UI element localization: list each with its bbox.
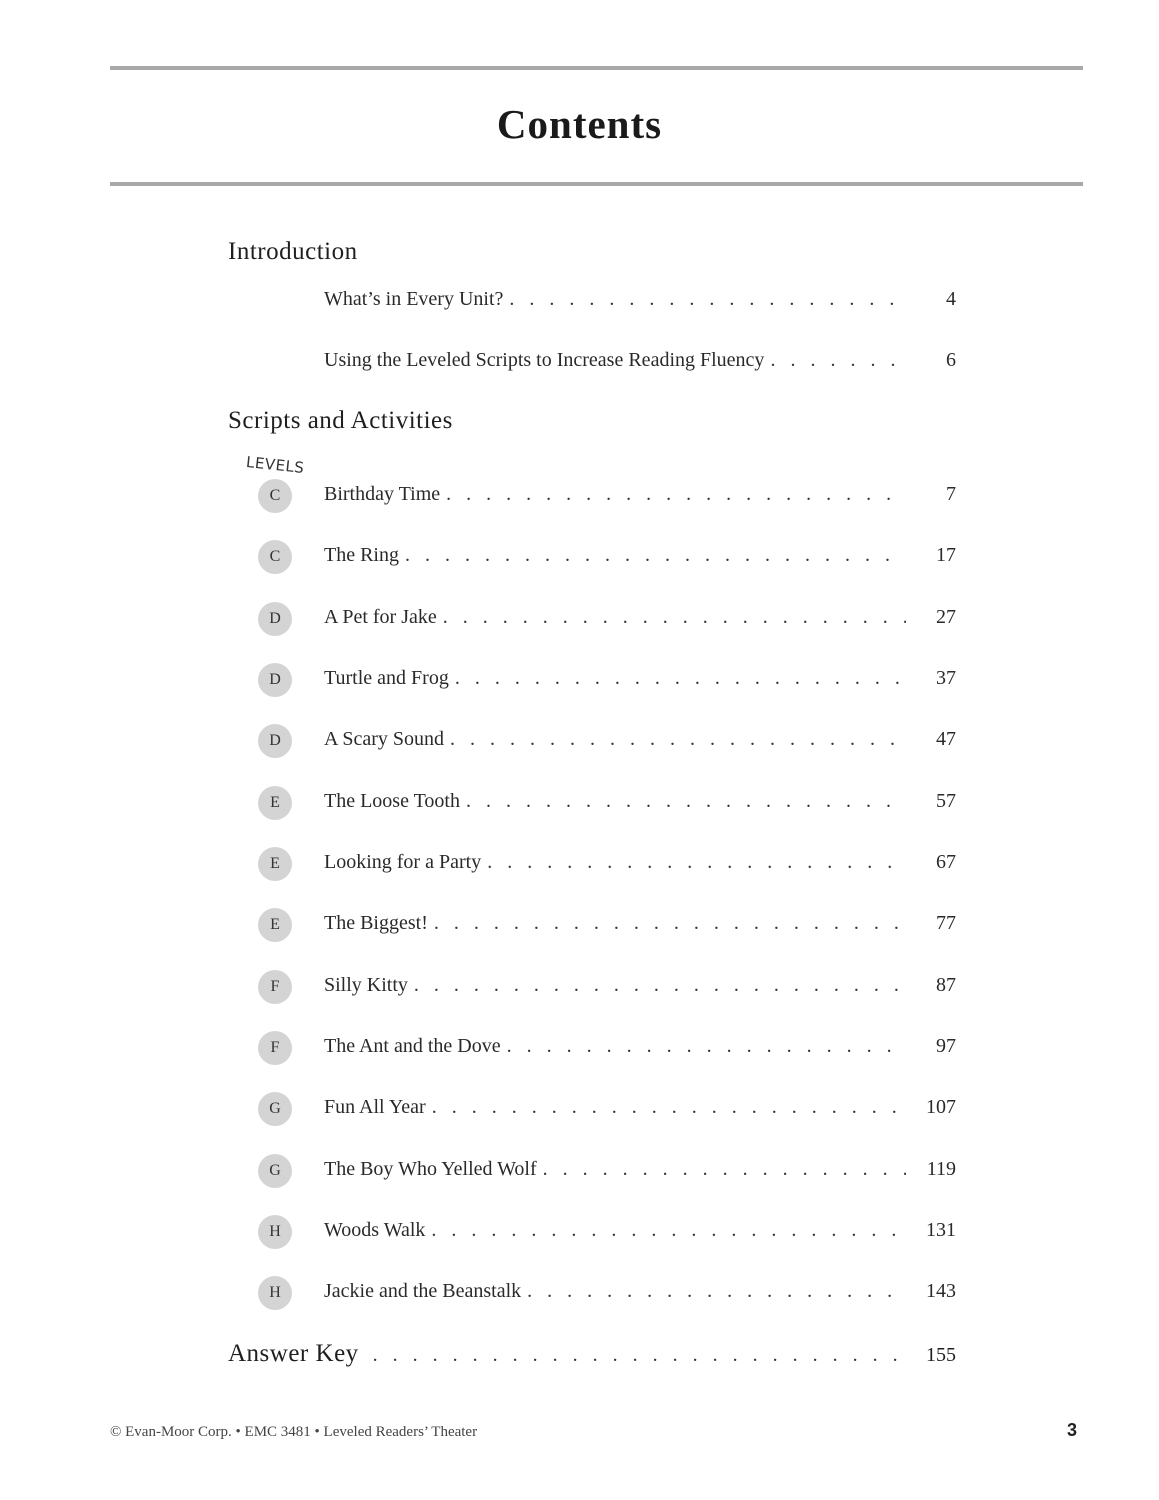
toc-entry[interactable]	[324, 790, 956, 820]
toc-entry[interactable]	[324, 974, 956, 1004]
leader-dots	[373, 1344, 906, 1367]
footer-copyright: © Evan-Moor Corp. • EMC 3481 • Leveled Readers’ Theater	[110, 1424, 478, 1440]
toc-entry-page: 7	[946, 483, 956, 505]
level-badge: D	[258, 602, 292, 636]
leader-dots	[543, 1158, 906, 1181]
toc-entry[interactable]	[324, 667, 956, 697]
toc-entry[interactable]	[324, 1035, 956, 1065]
answer-key-label: Answer Key	[228, 1340, 359, 1367]
leader-dots	[770, 349, 906, 372]
toc-entry-label: The Boy Who Yelled Wolf	[324, 1158, 537, 1180]
toc-entry-label: Fun All Year	[324, 1096, 426, 1118]
level-badge: E	[258, 847, 292, 881]
toc-entry-page: 97	[936, 1035, 956, 1057]
level-badge: E	[258, 786, 292, 820]
leader-dots	[466, 790, 906, 813]
toc-entry-label: The Ant and the Dove	[324, 1035, 501, 1057]
leader-dots	[414, 974, 906, 997]
toc-entry[interactable]	[324, 1219, 956, 1249]
toc-entry-page: 47	[936, 728, 956, 750]
toc-entry-label: A Pet for Jake	[324, 606, 437, 628]
level-badge: F	[258, 1031, 292, 1065]
toc-entry-label: Turtle and Frog	[324, 667, 449, 689]
toc-entry-answer-key[interactable]	[228, 1340, 956, 1368]
toc-entry[interactable]	[324, 728, 956, 758]
leader-dots	[434, 912, 906, 935]
toc-entry-page: 17	[936, 544, 956, 566]
level-badge: C	[258, 540, 292, 574]
top-rule	[110, 66, 1083, 70]
level-badge: C	[258, 479, 292, 513]
bottom-rule	[110, 182, 1083, 186]
toc-entry-page: 27	[936, 606, 956, 628]
leader-dots	[405, 544, 906, 567]
toc-entry[interactable]	[324, 1096, 956, 1126]
toc-entry-page: 4	[946, 288, 956, 310]
toc-entry-page: 77	[936, 912, 956, 934]
toc-entry-page: 119	[926, 1158, 956, 1180]
toc-entry[interactable]	[324, 1158, 956, 1188]
toc-entry-page: 67	[936, 851, 956, 873]
toc-entry-label: Jackie and the Beanstalk	[324, 1280, 522, 1302]
toc-entry-page: 107	[926, 1096, 956, 1118]
toc-entry-label: Looking for a Party	[324, 851, 482, 873]
leader-dots	[527, 1280, 906, 1303]
leader-dots	[455, 667, 906, 690]
answer-key-page: 155	[926, 1344, 956, 1366]
page-number: 3	[1066, 1420, 1077, 1440]
leader-dots	[487, 851, 906, 874]
toc-entry-page: 57	[936, 790, 956, 812]
leader-dots	[431, 1219, 906, 1242]
toc-entry[interactable]	[324, 912, 956, 942]
toc-entry-label: The Loose Tooth	[324, 790, 460, 812]
toc-entry[interactable]	[324, 1280, 956, 1310]
leader-dots	[450, 728, 906, 751]
levels-label: LEVELS	[245, 452, 306, 478]
toc-entry[interactable]	[324, 288, 956, 318]
level-badge: D	[258, 663, 292, 697]
toc-entry-label: The Ring	[324, 544, 399, 566]
leader-dots	[443, 606, 906, 629]
level-badge: E	[258, 908, 292, 942]
leader-dots	[432, 1096, 906, 1119]
page-title: Contents	[496, 101, 663, 147]
level-badge: D	[258, 724, 292, 758]
toc-entry-label: What’s in Every Unit?	[324, 288, 504, 310]
toc-entry-label: The Biggest!	[324, 912, 428, 934]
toc-entry[interactable]	[324, 851, 956, 881]
level-badge: F	[258, 970, 292, 1004]
toc-entry[interactable]	[324, 483, 956, 513]
level-badge: G	[258, 1092, 292, 1126]
toc-entry[interactable]	[324, 606, 956, 636]
toc-entry-label: Woods Walk	[324, 1219, 426, 1241]
section-heading-scripts: Scripts and Activities	[228, 407, 453, 434]
level-badge: H	[258, 1215, 292, 1249]
leader-dots	[446, 483, 906, 506]
toc-entry[interactable]	[324, 544, 956, 574]
toc-entry-page: 87	[936, 974, 956, 996]
section-heading-introduction: Introduction	[228, 238, 358, 265]
level-badge: H	[258, 1276, 292, 1310]
toc-entry-page: 143	[926, 1280, 956, 1302]
toc-entry-page: 6	[946, 349, 956, 371]
leader-dots	[507, 1035, 906, 1058]
toc-entry-label: Birthday Time	[324, 483, 441, 505]
level-badge: G	[258, 1154, 292, 1188]
toc-entry-label: Silly Kitty	[324, 974, 408, 996]
toc-entry-page: 131	[926, 1219, 956, 1241]
leader-dots	[509, 288, 906, 311]
toc-entry-page: 37	[936, 667, 956, 689]
toc-entry-label: A Scary Sound	[324, 728, 444, 750]
toc-entry[interactable]	[324, 349, 956, 379]
toc-entry-label: Using the Leveled Scripts to Increase Reading Fluency	[324, 349, 765, 371]
